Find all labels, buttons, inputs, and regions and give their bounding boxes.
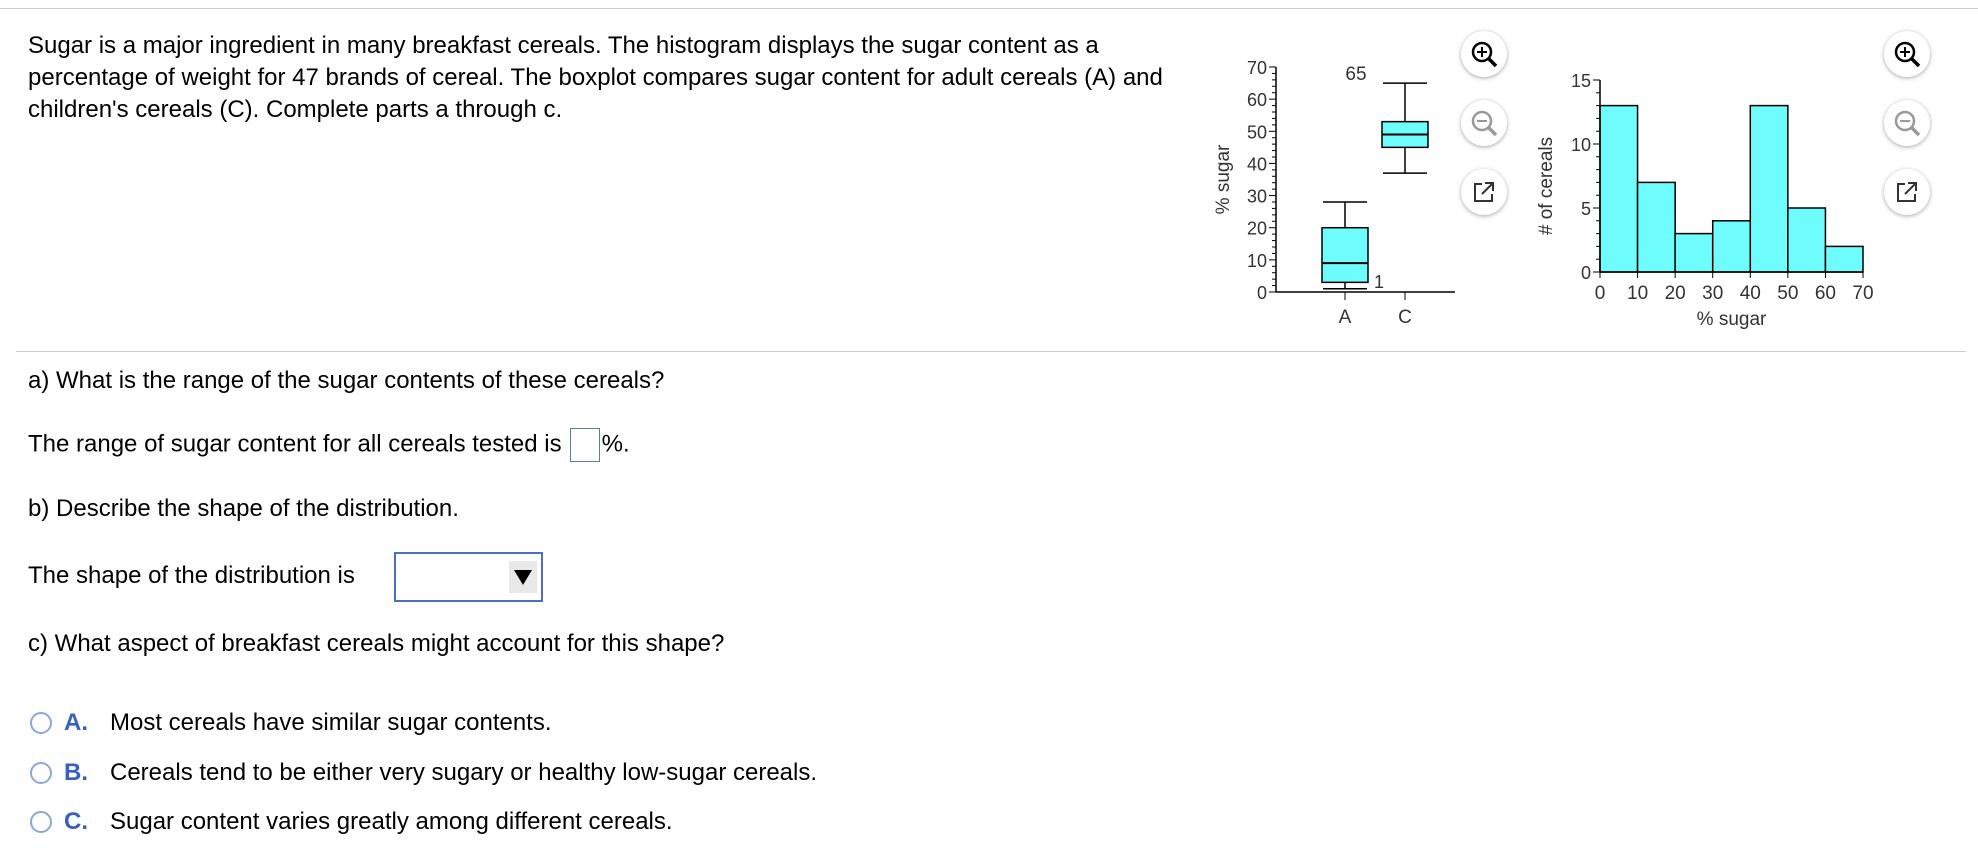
boxplot-max-annotation: 65 (1345, 64, 1367, 86)
boxplot-zoom-in-button[interactable] (1461, 31, 1507, 77)
option-a-letter: A. (64, 709, 88, 736)
histogram-zoom-out-button[interactable] (1884, 100, 1930, 146)
histogram-x-tick-label: 30 (1702, 283, 1724, 304)
part-a-question: a) What is the range of the sugar contents of these cereals? (28, 367, 665, 394)
histogram-y-tick-label: 0 (1580, 263, 1591, 283)
part-a-prompt: The range of sugar content for all cereals tested is (28, 430, 562, 458)
boxplot-y-tick-label: 20 (1246, 218, 1267, 239)
histogram-y-tick-label: 5 (1580, 199, 1591, 219)
histogram-y-axis-label: # of cereals (1536, 136, 1557, 236)
histogram-popout-button[interactable] (1884, 169, 1930, 215)
zoom-in-icon (1892, 39, 1922, 69)
option-b-radio[interactable] (30, 762, 52, 784)
boxplot-category-label: A (1338, 307, 1352, 328)
boxplot-y-tick-label: 40 (1246, 154, 1267, 175)
option-b-text: Cereals tend to be either very sugary or healthy low-sugar cereals. (110, 759, 818, 786)
option-a-radio[interactable] (30, 712, 52, 734)
histogram-x-tick-label: 70 (1852, 283, 1874, 304)
option-a-text: Most cereals have similar sugar contents. (110, 709, 552, 736)
boxplot-box (1322, 228, 1368, 283)
histogram-x-tick-label: 40 (1739, 283, 1761, 304)
zoom-in-icon (1469, 39, 1499, 69)
histogram-bar (1825, 246, 1863, 272)
boxplot-zoom-out-button[interactable] (1461, 100, 1507, 146)
histogram-bar (1638, 182, 1676, 272)
charts-area (0, 0, 1978, 350)
external-link-icon (1471, 179, 1497, 205)
part-a-answer-line (28, 428, 630, 462)
part-b-prompt: The shape of the distribution is (28, 562, 355, 589)
histogram-bar (1788, 208, 1826, 272)
histogram-zoom-in-button[interactable] (1884, 31, 1930, 77)
boxplot-category-label: C (1398, 307, 1412, 328)
histogram-x-tick-label: 10 (1627, 283, 1649, 304)
part-b-question: b) Describe the shape of the distribution. (28, 495, 459, 522)
histogram-bar (1713, 221, 1751, 272)
zoom-out-icon (1892, 108, 1922, 138)
histogram-bar (1600, 106, 1638, 272)
zoom-out-icon (1469, 108, 1499, 138)
boxplot-popout-button[interactable] (1461, 169, 1507, 215)
histogram-bar (1750, 106, 1788, 272)
boxplot-y-tick-label: 70 (1246, 58, 1267, 78)
histogram-bar (1675, 234, 1713, 272)
option-c[interactable] (30, 805, 673, 839)
problem-intro: Sugar is a major ingredient in many breakfast cereals. The histogram displays the sugar content as a percentage of weight for 47 brands of cereal. The boxplot compares sugar content for adult cereals (A) and children's cereals (C). Complete parts a through c. (28, 32, 1163, 123)
part-a-suffix: %. (601, 430, 630, 458)
boxplot-y-tick-label: 50 (1246, 122, 1267, 143)
boxplot-y-tick-label: 30 (1246, 186, 1267, 207)
option-b-letter: B. (64, 759, 88, 786)
histogram-x-axis-label: % sugar (1696, 309, 1767, 330)
option-c-letter: C. (64, 808, 88, 835)
boxplot-min-annotation: 1 (1374, 271, 1385, 292)
histogram-x-tick-label: 20 (1664, 283, 1686, 304)
boxplot-y-tick-label: 60 (1246, 90, 1267, 111)
range-answer-input[interactable] (570, 428, 600, 462)
chevron-down-icon (509, 561, 537, 593)
external-link-icon (1894, 179, 1920, 205)
histogram-x-tick-label: 50 (1777, 283, 1799, 304)
boxplot-y-tick-label: 10 (1246, 250, 1267, 271)
boxplot-y-axis-label: % sugar (1213, 144, 1234, 215)
part-c-question: c) What aspect of breakfast cereals might account for this shape? (28, 630, 725, 657)
option-a[interactable] (30, 706, 552, 740)
histogram-x-tick-label: 60 (1814, 283, 1836, 304)
shape-dropdown[interactable] (394, 552, 543, 602)
option-c-radio[interactable] (30, 811, 52, 833)
boxplot-y-tick-label: 0 (1256, 283, 1267, 303)
option-b[interactable] (30, 756, 817, 790)
option-c-text: Sugar content varies greatly among different cereals. (110, 808, 673, 835)
section-divider (16, 351, 1966, 352)
histogram-y-tick-label: 10 (1570, 135, 1591, 155)
histogram-x-tick-label: 0 (1594, 283, 1606, 304)
histogram-y-tick-label: 15 (1570, 71, 1591, 91)
